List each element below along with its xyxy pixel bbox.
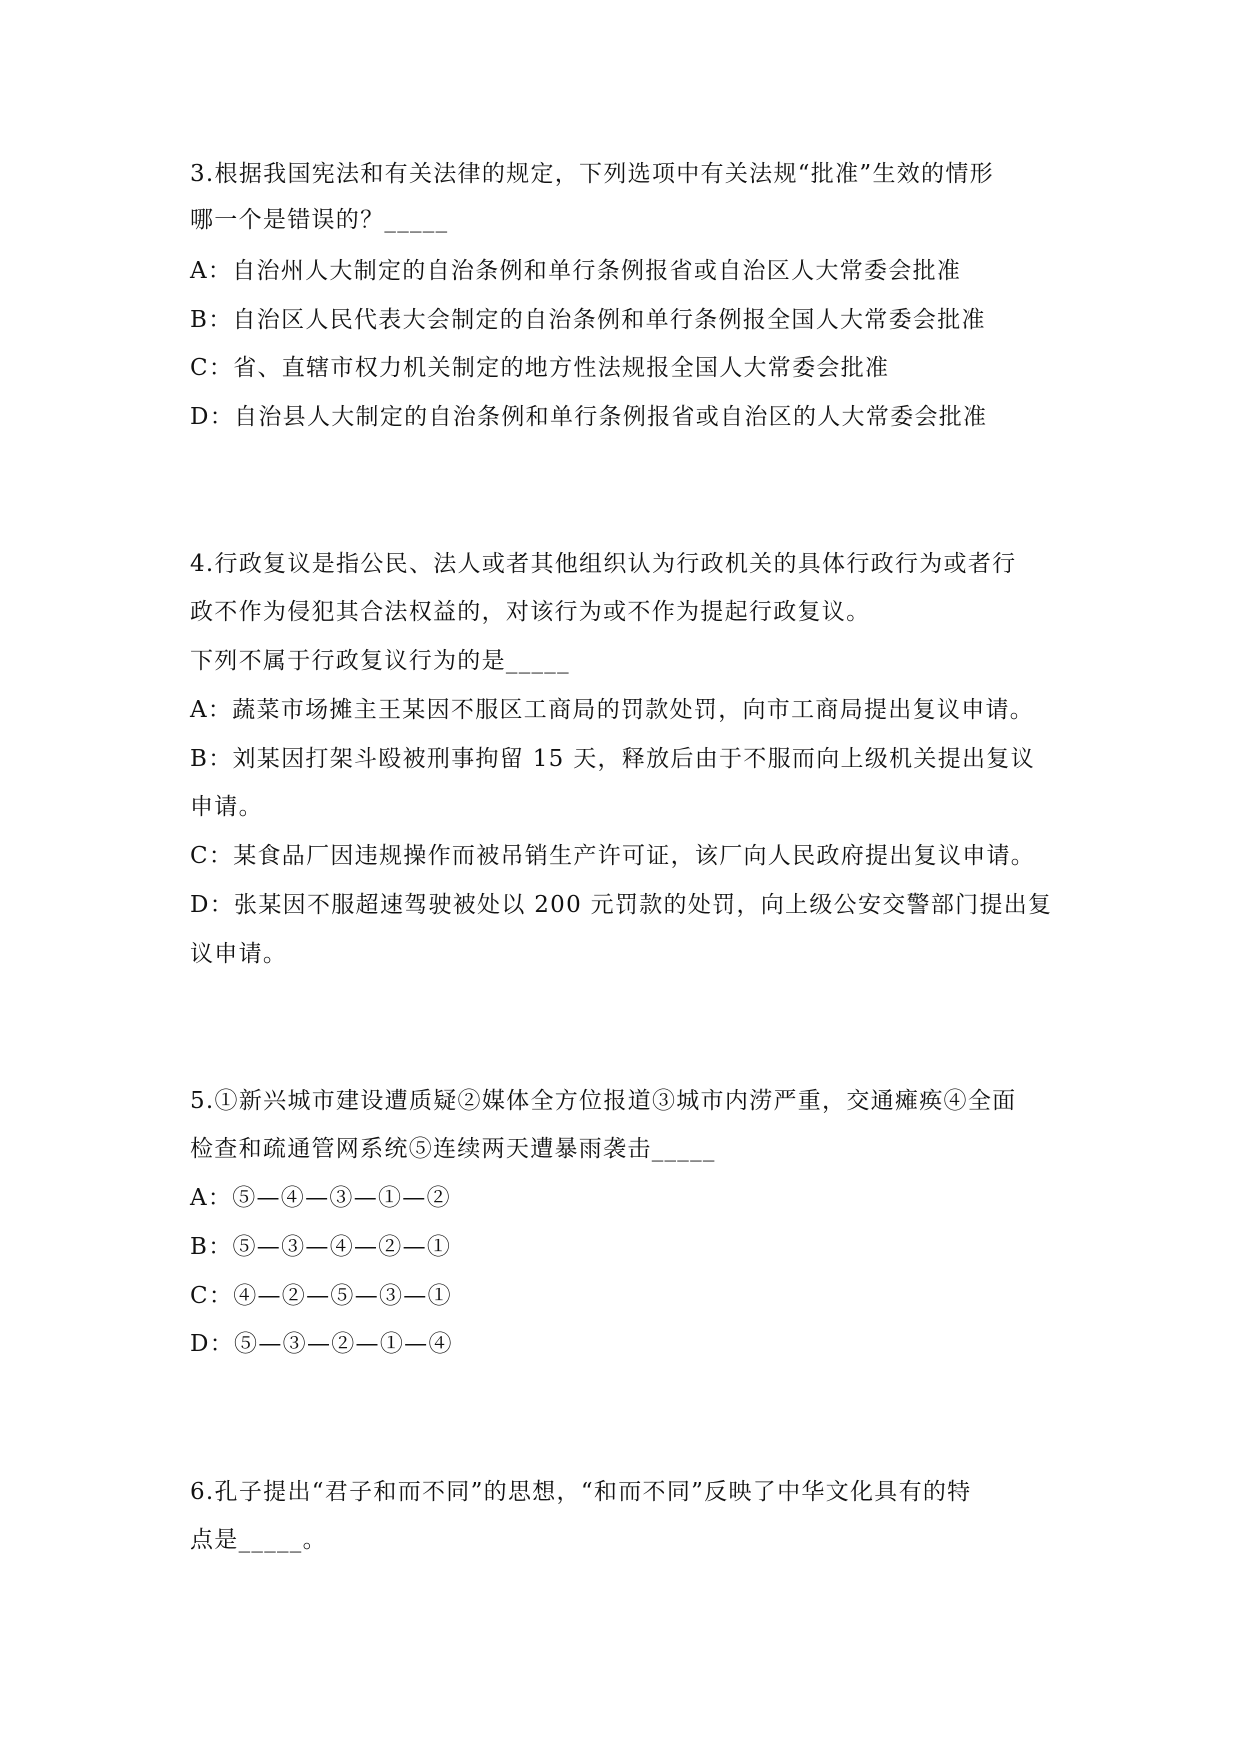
question-4-option-b-line-1: B：刘某因打架斗殴被刑事拘留 15 天，释放后由于不服而向上级机关提出复议 xyxy=(190,746,1035,772)
question-3-option-d: D：自治县人大制定的自治条例和单行条例报省或自治区的人大常委会批准 xyxy=(190,404,988,430)
question-4-stem-line-3: 下列不属于行政复议行为的是_____ xyxy=(190,648,570,674)
question-4-option-d-line-2: 议申请。 xyxy=(190,941,288,967)
question-5-stem-line-2: 检查和疏通管网系统⑤连续两天遭暴雨袭击_____ xyxy=(190,1136,716,1162)
question-4-stem-line-1: 4.行政复议是指公民、法人或者其他组织认为行政机关的具体行政行为或者行 xyxy=(190,551,1017,577)
question-4-stem-line-2: 政不作为侵犯其合法权益的，对该行为或不作为提起行政复议。 xyxy=(190,599,871,625)
question-6-stem-line-2: 点是_____。 xyxy=(190,1527,327,1553)
question-3-stem-line-2: 哪一个是错误的？_____ xyxy=(190,207,449,233)
question-5-stem-line-1: 5.①新兴城市建设遭质疑②媒体全方位报道③城市内涝严重，交通瘫痪④全面 xyxy=(190,1088,1017,1114)
question-4-option-d-line-1: D：张某因不服超速驾驶被处以 200 元罚款的处罚，向上级公安交警部门提出复 xyxy=(190,892,1053,918)
question-5-option-a: A：⑤—④—③—①—② xyxy=(190,1185,451,1211)
question-5-option-c: C：④—②—⑤—③—① xyxy=(190,1283,452,1309)
question-4-option-a: A：蔬菜市场摊主王某因不服区工商局的罚款处罚，向市工商局提出复议申请。 xyxy=(190,697,1035,723)
question-3-option-a: A：自治州人大制定的自治条例和单行条例报省或自治区人大常委会批准 xyxy=(190,258,962,284)
question-5-option-d: D：⑤—③—②—①—④ xyxy=(190,1331,453,1357)
question-4-option-c: C：某食品厂因违规操作而被吊销生产许可证，该厂向人民政府提出复议申请。 xyxy=(190,843,1036,869)
question-5-option-b: B：⑤—③—④—②—① xyxy=(190,1234,452,1260)
question-3-option-c: C：省、直辖市权力机关制定的地方性法规报全国人大常委会批准 xyxy=(190,355,890,381)
question-6-stem-line-1: 6.孔子提出“君子和而不同”的思想，“和而不同”反映了中华文化具有的特 xyxy=(190,1479,972,1505)
question-3-stem-line-1: 3.根据我国宪法和有关法律的规定，下列选项中有关法规“批准”生效的情形 xyxy=(190,161,994,187)
question-4-option-b-line-2: 申请。 xyxy=(190,794,263,820)
question-3-option-b: B：自治区人民代表大会制定的自治条例和单行条例报全国人大常委会批准 xyxy=(190,307,986,333)
